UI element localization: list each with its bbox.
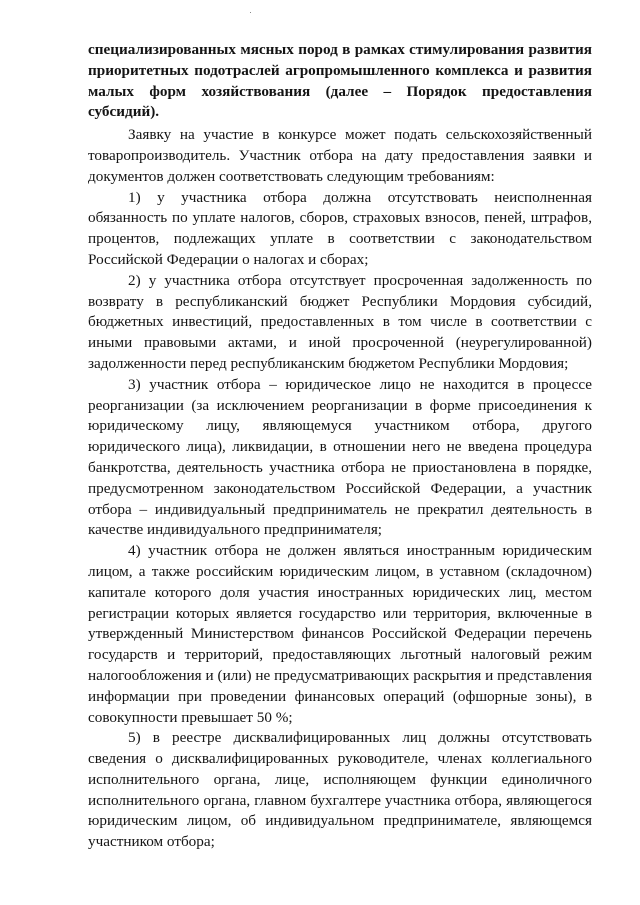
requirement-3: 3) участник отбора – юридическое лицо не находится в процессе реорганизации (за исключением реорганизации в форме присоединения к юридическому лицу, являющемуся участником отбора, другого юридического лица), ликвидации, в отношении него не введена процедура банкротства, деятельность участника отбора не приостановлена в порядке, предусмотренном законодательством Российской Федерации, а участник отбора – индивидуальный предприниматель не прекратил деятельность в качестве индивидуального предпринимателя; [88, 375, 592, 539]
intro-paragraph: Заявку на участие в конкурсе может подать сельскохозяйственный товаропроизводитель. Участник отбора на дату предоставления заявки и документов должен соответствовать следующим требованиям: [88, 126, 592, 185]
requirement-5: 5) в реестре дисквалифицированных лиц должны отсутствовать сведения о дисквалифицированных руководителе, членах коллегиального исполнительного органа, лице, исполняющем функции единоличного исполнительного органа, главном бухгалтере участника отбора, являющегося юридическим лицом, об индивидуальном предпринимателе, являющемся участником отбора; [88, 729, 592, 851]
scan-speck [250, 12, 251, 13]
lead-fragment: специализированных мясных пород в рамках стимулирования развития приоритетных подотраслей агропромышленного комплекса и развития малых форм хозяйствования (далее – Порядок предоставления субсидий). [88, 41, 592, 121]
document-page [88, 40, 592, 853]
requirement-4: 4) участник отбора не должен являться иностранным юридическим лицом, а также российским юридическим лицом, в уставном (складочном) капитале которого доля участия иностранных юридических лиц, местом регистрации которых является государство или территория, включенные в утвержденный Министерством финансов Российской Федерации перечень государств и территорий, предоставляющих льготный налоговый режим налогообложения и (или) не предусматривающих раскрытия и представления информации при проведении финансовых операций (офшорные зоны), в совокупности превышает 50 %; [88, 542, 592, 726]
requirement-1: 1) у участника отбора должна отсутствовать неисполненная обязанность по уплате налогов, сборов, страховых взносов, пеней, штрафов, процентов, подлежащих уплате в соответствии с законодательством Российской Федерации о налогах и сборах; [88, 188, 592, 268]
requirement-2: 2) у участника отбора отсутствует просроченная задолженность по возврату в республиканский бюджет Республики Мордовия субсидий, бюджетных инвестиций, предоставленных в том числе в соответствии с иными правовыми актами, и иной просроченной (неурегулированной) задолженности перед республиканским бюджетом Республики Мордовия; [88, 271, 592, 372]
